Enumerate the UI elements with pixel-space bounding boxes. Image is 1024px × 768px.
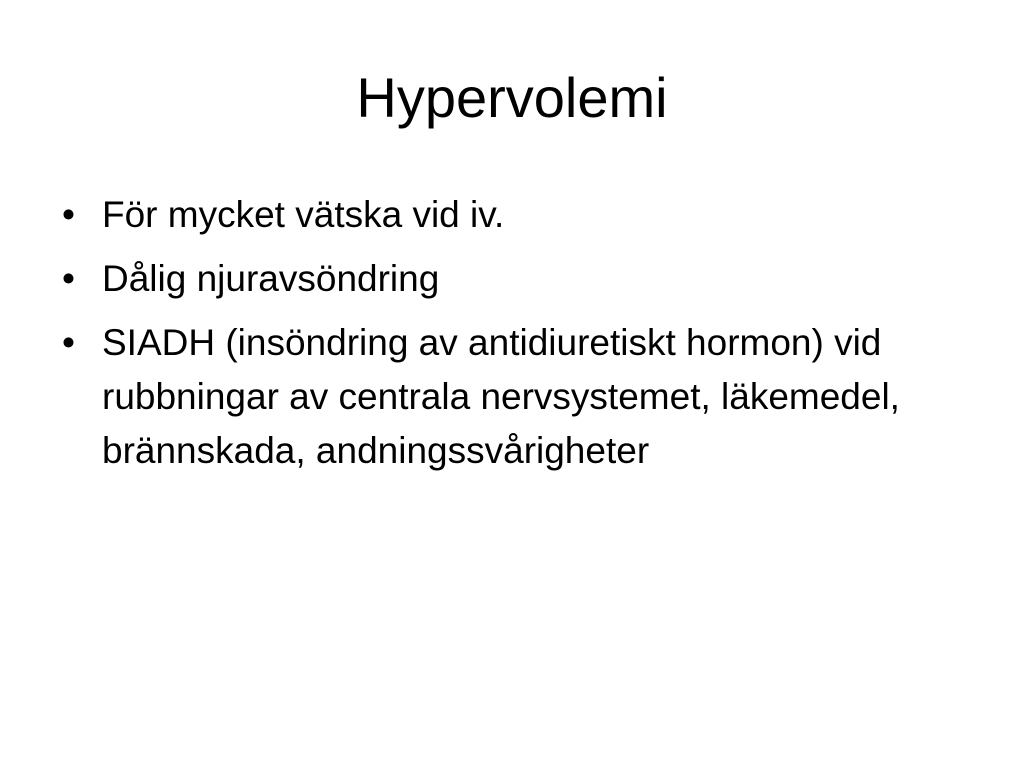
bullet-text: SIADH (insöndring av antidiuretiskt hormon) vid rubbningar av centrala nervsystemet, läkemedel, brännskada, andningssvårigheter xyxy=(102,322,900,471)
bullet-list xyxy=(62,188,962,488)
list-item xyxy=(62,252,962,306)
bullet-icon: • xyxy=(62,258,75,299)
bullet-icon: • xyxy=(62,322,75,363)
list-item xyxy=(62,316,962,478)
bullet-text: För mycket vätska vid iv. xyxy=(102,194,505,235)
slide-title: Hypervolemi xyxy=(356,66,668,129)
bullet-text: Dålig njuravsöndring xyxy=(102,258,440,299)
bullet-icon: • xyxy=(62,194,75,235)
list-item xyxy=(62,188,962,242)
